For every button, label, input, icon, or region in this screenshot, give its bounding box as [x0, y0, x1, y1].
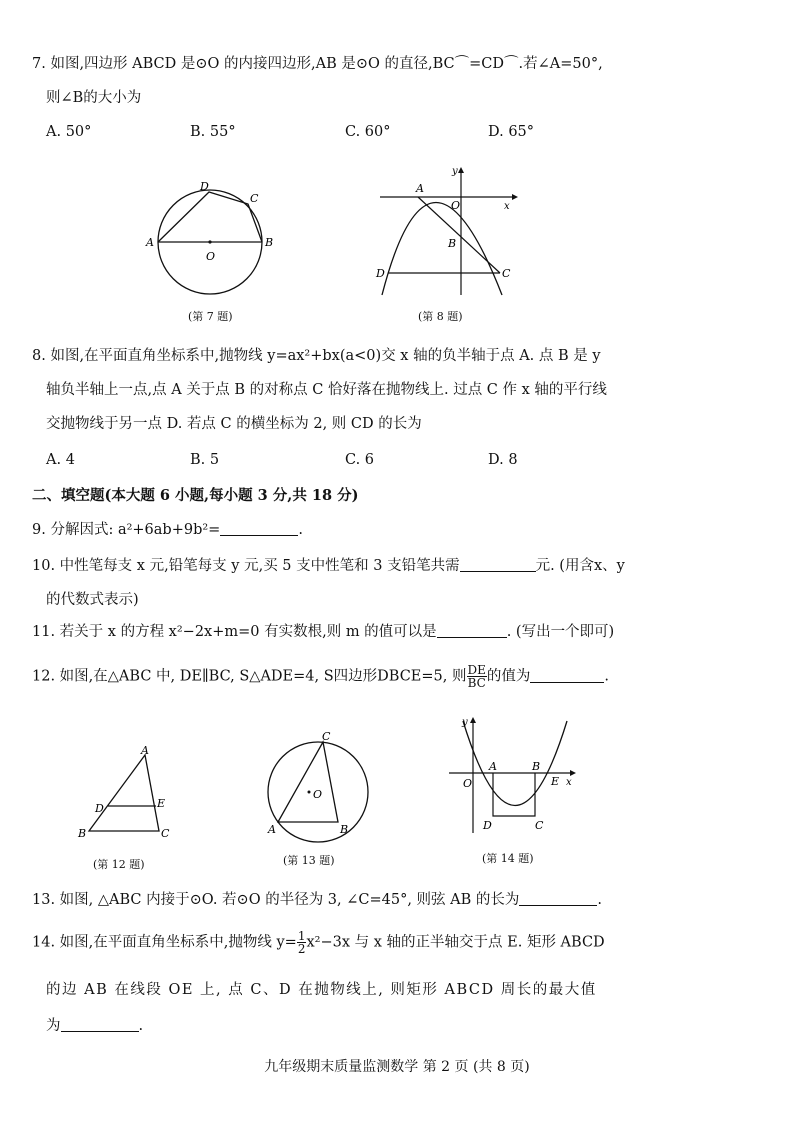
q14-rectangle	[493, 773, 535, 816]
q14-label-e: E	[551, 775, 560, 788]
q14-figure	[445, 715, 585, 840]
q12-label-e: E	[157, 797, 166, 810]
q7-line1: 7. 如图,四边形 ABCD 是⊙O 的内接四边形,AB 是⊙O 的直径,BC⌒=CD⌒.若∠A=50°,	[32, 56, 603, 72]
q7-quadrilateral	[158, 192, 262, 242]
q10-prompt: 10. 中性笔每支 x 元,铅笔每支 y 元,买 5 支中性笔和 3 支铅笔共需	[32, 558, 460, 574]
q14-label-y: y	[462, 717, 468, 728]
q13-answer-blank[interactable]	[519, 891, 597, 906]
q7-figure	[140, 180, 280, 300]
q7-option-c: C. 60°	[345, 124, 391, 140]
q12-figure	[75, 745, 185, 845]
q12-triangle	[89, 755, 159, 831]
q8-figure	[372, 165, 522, 300]
q12-fraction	[467, 664, 487, 689]
q13-label-a: A	[268, 823, 276, 836]
page-footer: 九年级期末质量监测数学 第 2 页 (共 8 页)	[264, 1059, 530, 1075]
q10-line2: 的代数式表示)	[46, 592, 139, 608]
q14-label-x: x	[566, 777, 572, 788]
q14-label-a: A	[489, 760, 497, 773]
q8-option-c: C. 6	[345, 452, 375, 468]
q14-label-o: O	[463, 777, 473, 790]
q9-tail: .	[298, 522, 303, 538]
q14-label-d: D	[483, 819, 492, 832]
q14-label-c: C	[535, 819, 544, 832]
q8-line2: 轴负半轴上一点,点 A 关于点 B 的对称点 C 恰好落在抛物线上. 过点 C 作 x 轴的平行线	[46, 382, 607, 398]
q11-text	[32, 622, 614, 642]
q8-line3: 交抛物线于另一点 D. 若点 C 的横坐标为 2, 则 CD 的长为	[46, 416, 422, 432]
q14-prompt-c: 为	[46, 1018, 61, 1034]
q12-tail: 的值为	[486, 668, 531, 685]
q10-line1	[32, 556, 625, 576]
q13-prompt: 13. 如图, △ABC 内接于⊙O. 若⊙O 的半径为 3, ∠C=45°, 则弦 AB 的长为	[32, 892, 520, 908]
q14-label-b: B	[532, 760, 541, 773]
q13-text	[32, 890, 602, 910]
q14-line1	[32, 930, 605, 955]
q8-option-d: D. 8	[488, 452, 518, 468]
q12-label-c: C	[161, 827, 170, 840]
q10-answer-blank[interactable]	[460, 557, 536, 572]
q13-center-dot	[308, 791, 311, 794]
q8-label-a: A	[416, 182, 424, 195]
q8-option-a: A. 4	[46, 452, 75, 468]
q8-label-c: C	[502, 267, 511, 280]
q14-answer-blank[interactable]	[61, 1017, 139, 1032]
q8-x-arrow	[512, 194, 518, 200]
q9-prompt: 9. 分解因式: a²+6ab+9b²=	[32, 522, 221, 538]
q14-line2: 的边 AB 在线段 OE 上, 点 C、D 在抛物线上, 则矩形 ABCD 周长的最大值	[46, 982, 597, 998]
q7-label-o: O	[206, 250, 216, 263]
q10-tail: 元. (用含x、y	[535, 558, 625, 574]
q9-answer-blank[interactable]	[220, 521, 298, 536]
q7-caption: (第 7 题)	[188, 310, 233, 323]
q13-figure	[260, 730, 380, 845]
q7-center-dot	[208, 240, 211, 243]
q14-frac-den: 2	[297, 942, 306, 956]
q7-label-a: A	[146, 236, 154, 249]
q13-label-o: O	[313, 788, 323, 801]
q12-prompt: 12. 如图,在△ABC 中, DE∥BC, S△ADE=4, S四边形DBCE=5, 则	[32, 668, 467, 685]
q13-label-b: B	[340, 823, 349, 836]
q14-y-arrow	[470, 717, 476, 723]
q14-prompt-b: x²−3x 与 x 轴的正半轴交于点 E. 矩形 ABCD	[306, 934, 605, 951]
q7-label-b: B	[265, 236, 274, 249]
q12-frac-den: BC	[467, 676, 486, 690]
q7-option-a: A. 50°	[46, 124, 92, 140]
q8-caption: (第 8 题)	[418, 310, 463, 323]
q14-parabola	[463, 721, 567, 806]
q8-label-b: B	[448, 237, 457, 250]
q11-answer-blank[interactable]	[437, 623, 507, 638]
q8-parabola	[382, 203, 502, 296]
q14-line3	[46, 1016, 143, 1036]
q7-label-c: C	[250, 192, 259, 205]
q12-end: .	[604, 668, 609, 685]
q14-caption: (第 14 题)	[482, 852, 534, 865]
q12-label-d: D	[95, 802, 104, 815]
q8-option-b: B. 5	[190, 452, 220, 468]
q8-label-d: D	[376, 267, 385, 280]
q11-prompt: 11. 若关于 x 的方程 x²−2x+m=0 有实数根,则 m 的值可以是	[32, 624, 437, 640]
q12-label-b: B	[78, 827, 87, 840]
q13-triangle	[278, 742, 338, 822]
q9-text	[32, 520, 303, 540]
q12-text	[32, 664, 609, 689]
q8-label-x: x	[504, 201, 510, 212]
q8-label-o: O	[451, 199, 461, 212]
q7-line2: 则∠B的大小为	[46, 90, 142, 106]
q14-frac-num: 1	[297, 929, 306, 943]
q14-tail: .	[138, 1018, 144, 1034]
q12-label-a: A	[141, 744, 149, 757]
q7-label-d: D	[200, 180, 209, 193]
section2-heading: 二、填空题(本大题 6 小题,每小题 3 分,共 18 分)	[32, 487, 359, 504]
q12-answer-blank[interactable]	[530, 668, 604, 683]
q13-label-c: C	[322, 730, 331, 743]
q12-caption: (第 12 题)	[93, 858, 145, 871]
q13-tail: .	[597, 892, 603, 908]
q7-option-b: B. 55°	[190, 124, 236, 140]
q8-y-arrow	[458, 167, 464, 173]
q8-line1: 8. 如图,在平面直角坐标系中,抛物线 y=ax²+bx(a<0)交 x 轴的负半轴于点 A. 点 B 是 y	[32, 348, 601, 364]
q14-prompt-a: 14. 如图,在平面直角坐标系中,抛物线 y=	[32, 934, 297, 951]
q8-label-y: y	[452, 166, 458, 177]
q11-tail: . (写出一个即可)	[506, 624, 615, 640]
q12-frac-num: DE	[467, 663, 486, 677]
q13-caption: (第 13 题)	[283, 854, 335, 867]
q7-option-d: D. 65°	[488, 124, 535, 140]
q14-x-arrow	[570, 770, 576, 776]
